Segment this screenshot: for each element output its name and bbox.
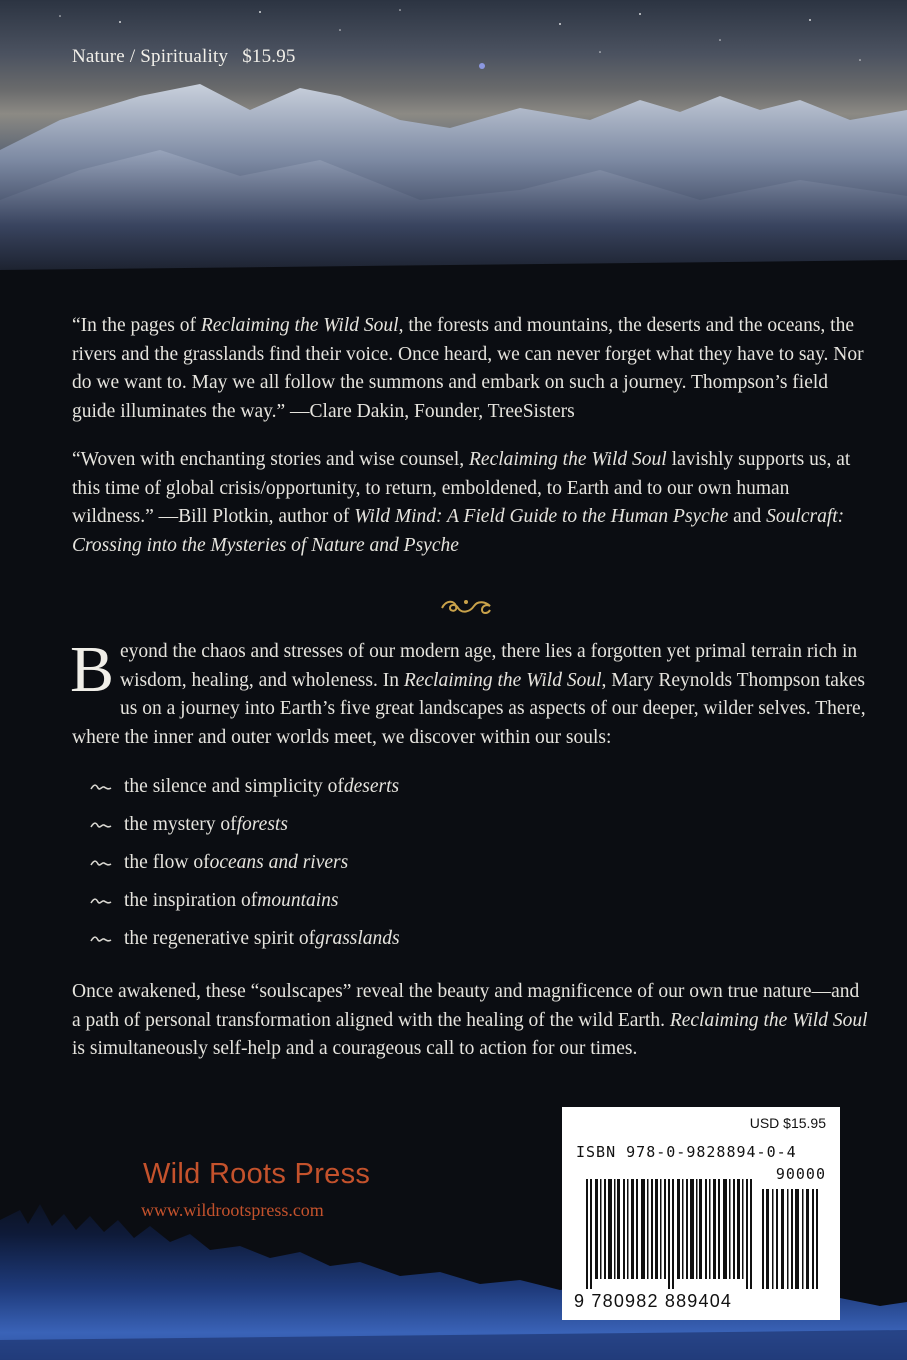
book-title: Reclaiming the Wild Soul [200,315,399,336]
book-title: Reclaiming the Wild Soul [403,669,602,691]
intro-paragraph [70,633,872,752]
list-text: the mystery of [124,814,237,835]
genre-label: Nature / Spirituality [72,46,229,67]
list-item [90,768,870,806]
wave-bullet-icon [90,934,112,944]
closing-text: is simultaneously self-help and a courageous call to action for our times. [72,1038,638,1059]
landscape-list [90,768,870,958]
barcode-bars [586,1167,822,1289]
intro-text: eyond the chaos and stresses of our modern age, there lies a forgotten yet primal terrain rich in wisdom, healing, and wholeness. In [120,641,858,691]
blurb-text: “Woven with enchanting stories and wise counsel, [72,449,469,470]
wave-bullet-icon [90,782,112,792]
dropcap-letter: B [70,633,115,706]
list-item [90,882,870,920]
wave-bullet-icon [90,896,112,906]
blurb-text: and [728,506,767,527]
blurb-text: , the forests and mountains, the deserts and the oceans, the rivers and the grasslands find their voice. Once heard, we can never forget what they have to say. Nor do we want to. May we all follow the summons and embark on such a journey. Thompson’s field guide illuminates the way.” —Clare Dakin, Founder, TreeSisters [72,315,864,422]
ean-number: 9 780982 889404 [574,1291,733,1311]
list-item [90,806,870,844]
isbn-text: ISBN 978-0-9828894-0-4 [576,1143,797,1161]
landscape-name: oceans and rivers [209,852,349,873]
ornament-flourish-icon [436,594,496,618]
genre-price-line [72,46,310,68]
landscape-name: forests [236,814,288,835]
list-text: the flow of [124,852,210,873]
barcode-box [562,1107,840,1320]
list-text: the regenerative spirit of [124,928,316,949]
mountains-illustration [0,0,907,300]
list-item [90,920,870,958]
landscape-name: deserts [343,776,400,797]
publisher-url[interactable]: www.wildrootspress.com [141,1200,324,1220]
list-text: the silence and simplicity of [124,776,344,797]
closing-text: Once awakened, these “soulscapes” reveal the beauty and magnificence of our own true nature—and a path of personal transformation aligned with the healing of the wild Earth. [72,981,860,1031]
book-title: Reclaiming the Wild Soul [469,449,667,470]
intro-text: , Mary Reynolds Thompson takes us on a journey into Earth’s five great landscapes as aspects of our deeper, wilder selves. There, where the inner and outer worlds meet, we discover within our souls: [72,669,866,748]
landscape-name: grasslands [315,928,400,949]
publisher-name: Wild Roots Press [143,1158,371,1190]
book-title: Wild Mind: A Field Guide to the Human Psyche [354,506,729,527]
blurb-text: “In the pages of [72,315,201,336]
list-text: the inspiration of [124,890,258,911]
book-title: Reclaiming the Wild Soul [669,1009,868,1031]
wave-bullet-icon [90,858,112,868]
barcode-price: USD $15.95 [749,1115,826,1131]
addon-code: 90000 [775,1165,826,1183]
blurb-plotkin [72,446,872,560]
closing-paragraph [72,978,872,1064]
landscape-name: mountains [257,890,339,911]
blurb-text: lavishly supports us, at this time of global crisis/opportunity, to return, emboldened, to Earth and to our own human wildness.” —Bill Plotkin, author of [72,449,851,527]
wave-bullet-icon [90,820,112,830]
book-title: Soulcraft: Crossing into the Mysteries of Nature and Psyche [72,506,845,556]
mountain-sky-photo [0,0,907,300]
list-item [90,844,870,882]
price-label: $15.95 [242,46,296,67]
blurb-dakin [72,312,872,426]
